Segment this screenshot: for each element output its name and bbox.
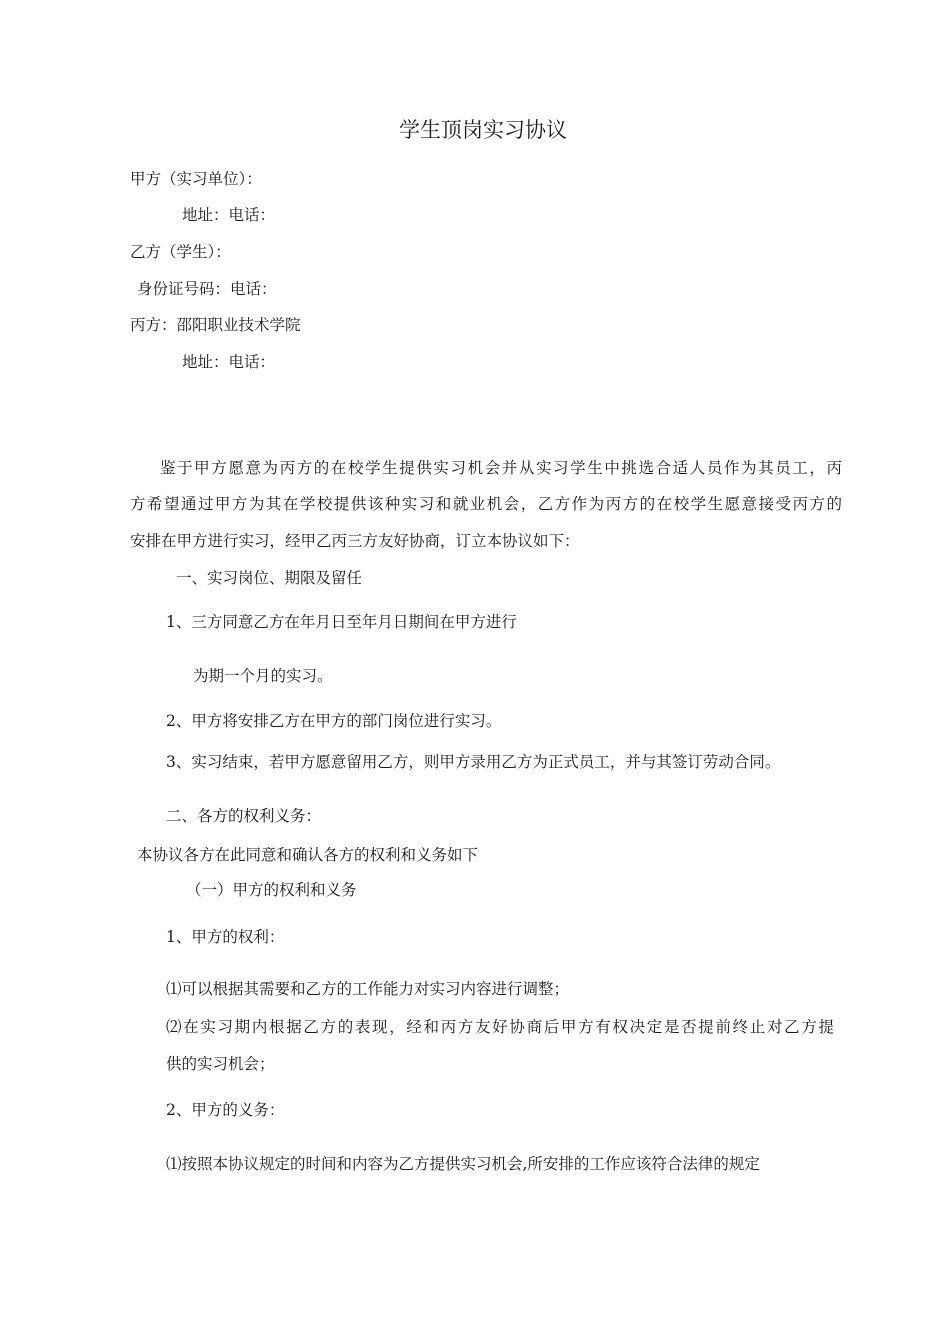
party-b-label: 乙方（学生）： [130, 243, 231, 261]
party-c-address: 地址：电话： [182, 353, 276, 371]
section1-item3: 3、实习结束，若甲方愿意留用乙方，则甲方录用乙方为正式员工，并与其签订劳动合同。 [166, 753, 781, 771]
party-c-label: 丙方：邵阳职业技术学院 [130, 316, 301, 334]
right-1: ⑴可以根据其需要和乙方的工作能力对实习内容进行调整； [166, 980, 570, 998]
rights-heading: 1、甲方的权利： [166, 928, 285, 946]
intro-line-3: 安排在甲方进行实习，经甲乙丙三方友好协商，订立本协议如下： [130, 532, 580, 550]
party-a-address: 地址：电话： [182, 206, 276, 224]
right-2-line-2: 供的实习机会； [166, 1055, 275, 1073]
section2-sub1: （一）甲方的权利和义务 [186, 881, 357, 899]
intro-line-1: 鉴于甲方愿意为丙方的在校学生提供实习机会并从实习学生中挑选合适人员作为其员工，丙 [160, 459, 842, 477]
section1-item1-cont: 为期一个月的实习。 [193, 667, 333, 685]
section2-heading: 二、各方的权利义务： [166, 807, 322, 825]
document-title: 学生顶岗实习协议 [399, 118, 567, 142]
intro-line-2: 方希望通过甲方为其在学校提供该种实习和就业机会，乙方作为丙方的在校学生愿意接受丙方的 [130, 495, 842, 513]
party-b-id: 身份证号码：电话： [137, 280, 277, 298]
duties-heading: 2、甲方的义务： [166, 1101, 285, 1119]
right-2-line-1: ⑵在实习期内根据乙方的表现，经和丙方友好协商后甲方有权决定是否提前终止对乙方提 [166, 1018, 834, 1036]
section1-item2: 2、甲方将安排乙方在甲方的部门岗位进行实习。 [166, 712, 502, 730]
section1-item1: 1、三方同意乙方在年月日至年月日期间在甲方进行 [166, 613, 517, 631]
party-a-label: 甲方（实习单位）： [130, 170, 262, 188]
section2-intro: 本协议各方在此同意和确认各方的权利和义务如下 [137, 846, 479, 864]
duty-1: ⑴按照本协议规定的时间和内容为乙方提供实习机会,所安排的工作应该符合法律的规定 [166, 1155, 760, 1173]
section1-heading: 一、实习岗位、期限及留任 [176, 569, 363, 587]
